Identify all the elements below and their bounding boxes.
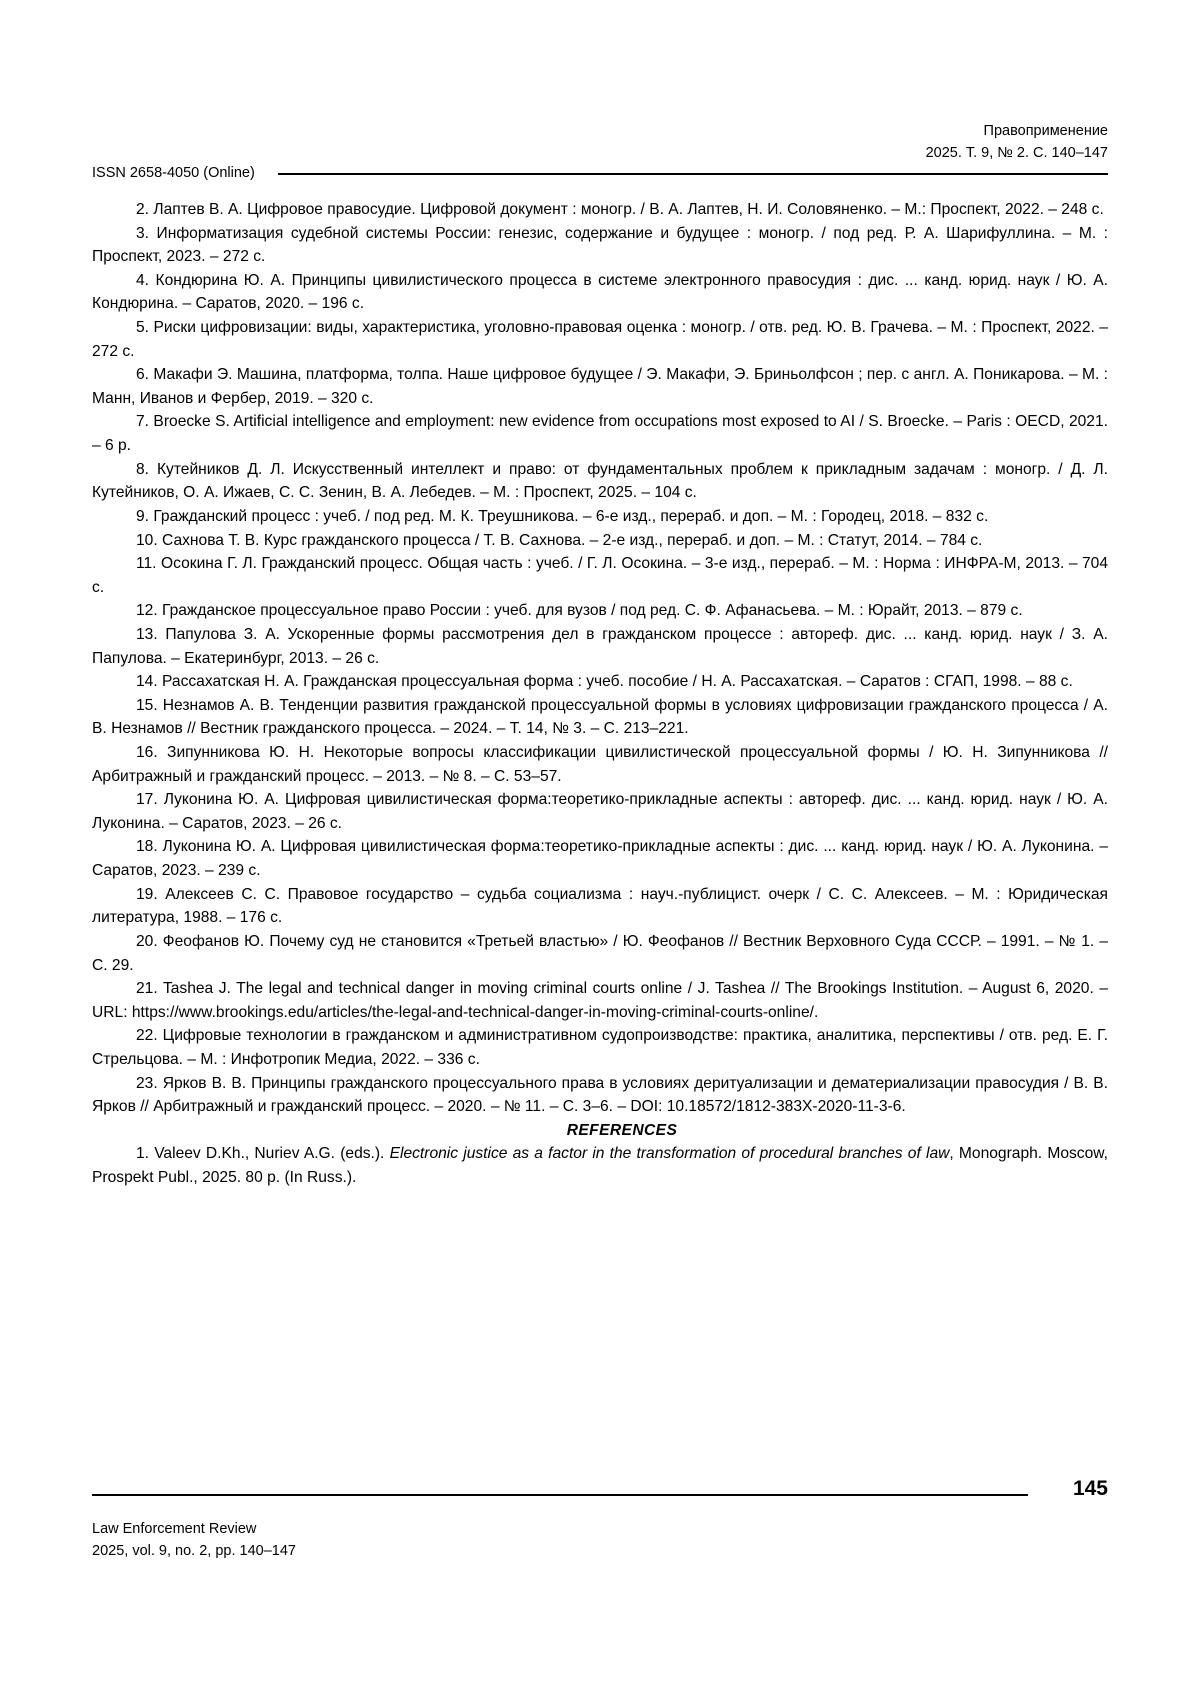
reference-item: 14. Рассахатская Н. А. Гражданская процессуальная форма : учеб. пособие / Н. А. Рассахатская. – Саратов : СГАП, 1998. – 88 с. xyxy=(136,673,1073,691)
reference-item-en xyxy=(92,1142,1108,1189)
reference-item: 6. Макафи Э. Машина, платформа, толпа. Наше цифровое будущее / Э. Макафи, Э. Бриньолфсон ; пер. с англ. А. Поникарова. – М. : Манн, Иванов и Фербер, 2019. – 320 с. xyxy=(92,366,1108,407)
reference-item: 12. Гражданское процессуальное право России : учеб. для вузов / под ред. С. Ф. Афанасьева. – М. : Юрайт, 2013. – 879 с. xyxy=(136,602,1023,620)
reference-item: 8. Кутейников Д. Л. Искусственный интеллект и право: от фундаментальных проблем к прикладным задачам : моногр. / Д. Л. Кутейников, О. А. Ижаев, С. С. Зенин, В. А. Лебедев. – М. : Проспект, 2025. – 104 с. xyxy=(92,460,1108,502)
reference-item: 7. Broecke S. Artificial intelligence and employment: new evidence from occupations most exposed to AI / S. Broecke. – Paris : OECD, 2021. – 6 p. xyxy=(92,413,1108,455)
reference-item: 11. Осокина Г. Л. Гражданский процесс. Общая часть : учеб. / Г. Л. Осокина. – 3-е изд., перераб. – М. : Норма : ИНФРА-М, 2013. – 704 с. xyxy=(92,555,1108,596)
page-header xyxy=(926,120,1108,165)
header-rule-row xyxy=(92,166,1108,184)
reference-item: 13. Папулова З. А. Ускоренные формы рассмотрения дел в гражданском процессе : автореф. дис. ... канд. юрид. наук / З. А. Папулова. – Екатеринбург, 2013. – 26 с. xyxy=(92,625,1108,667)
header-divider xyxy=(278,173,1108,175)
page-footer xyxy=(92,1518,296,1563)
reference-item: 4. Кондюрина Ю. А. Принципы цивилистического процесса в системе электронного правосудия : дис. ... канд. юрид. наук / Ю. А. Кондюрина. – Саратов, 2020. – 196 с. xyxy=(92,271,1108,313)
footer-rule-row xyxy=(92,1477,1108,1510)
journal-name-ru: Правоприменение xyxy=(983,123,1108,139)
reference-item: 2. Лаптев В. А. Цифровое правосудие. Цифровой документ : моногр. / В. А. Лаптев, Н. И. Соловяненко. – М.: Проспект, 2022. – 248 с. xyxy=(136,201,1104,218)
reference-item: 9. Гражданский процесс : учеб. / под ред. М. К. Треушникова. – 6-е изд., перераб. и доп. – М. : Городец, 2018. – 832 с. xyxy=(136,507,989,525)
reference-item: 21. Tashea J. The legal and technical danger in moving criminal courts online / J. Tashea // The Brookings Institution. – August 6, 2020. – URL: https://www.brookings.edu/articles/the-legal-and-technical-danger-in-moving-criminal-courts-online/. xyxy=(92,980,1108,1021)
reference-item: 23. Ярков В. В. Принципы гражданского процессуального права в условиях деритуализации и дематериализации правосудия / В. В. Ярков // Арбитражный и гражданский процесс. – 2020. – № 11. – С. 3–6. – DOI: 10.18572/1812-383X-2020-11-3-6. xyxy=(92,1074,1108,1116)
journal-name-en: Law Enforcement Review xyxy=(92,1521,257,1537)
page-number: 145 xyxy=(1072,1477,1108,1500)
issue-line-en: 2025, vol. 9, no. 2, pp. 140–147 xyxy=(92,1543,296,1560)
reference-item: 5. Риски цифровизации: виды, характеристика, уголовно-правовая оценка : моногр. / отв. ред. Ю. В. Грачева. – М. : Проспект, 2022. – 272 с. xyxy=(92,319,1108,360)
issn-label: ISSN 2658-4050 (Online) xyxy=(92,165,255,181)
reference-item: 17. Луконина Ю. А. Цифровая цивилистическая форма:теоретико-прикладные аспекты : автореф. дис. ... канд. юрид. наук / Ю. А. Луконина. – Саратов, 2023. – 26 с. xyxy=(92,791,1108,832)
footer-divider xyxy=(92,1494,1028,1496)
reference-item: 20. Феофанов Ю. Почему суд не становится «Третьей властью» / Ю. Феофанов // Вестник Верховного Суда СССР. – 1991. – № 1. – С. 29. xyxy=(92,932,1108,974)
reference-prefix: 1. Valeev D.Kh., Nuriev A.G. (eds.). xyxy=(136,1145,390,1163)
reference-item: 16. Зипунникова Ю. Н. Некоторые вопросы классификации цивилистической процессуальной формы / Ю. Н. Зипунникова // Арбитражный и гражданский процесс. – 2013. – № 8. – С. 53–57. xyxy=(92,744,1108,785)
reference-item: 10. Сахнова Т. В. Курс гражданского процесса / Т. В. Сахнова. – 2-е изд., перераб. и доп. – М. : Статут, 2014. – 784 с. xyxy=(136,531,983,549)
references-heading: REFERENCES xyxy=(566,1121,678,1139)
reference-item: 15. Незнамов А. В. Тенденции развития гражданской процессуальной формы в условиях цифровизации гражданского процесса / А. В. Незнамов // Вестник гражданского процесса. – 2024. – Т. 14, № 3. – С. 213–221. xyxy=(92,696,1108,738)
issue-line-ru: 2025. Т. 9, № 2. С. 140–147 xyxy=(925,145,1108,162)
reference-item: 19. Алексеев С. С. Правовое государство – судьба социализма : науч.-публицист. очерк / С. С. Алексеев. – М. : Юридическая литература, 1988. – 176 с. xyxy=(92,885,1108,927)
references-body xyxy=(92,198,1108,1190)
reference-title-italic: Electronic justice as a factor in the transformation of procedural branches of law xyxy=(389,1145,950,1163)
reference-item: 3. Информатизация судебной системы России: генезис, содержание и будущее : моногр. / под ред. Р. А. Шарифуллина. – М. : Проспект, 2023. – 272 с. xyxy=(92,224,1108,266)
reference-item: 22. Цифровые технологии в гражданском и административном судопроизводстве: практика, аналитика, перспективы / отв. ред. Е. Г. Стрельцова. – М. : Инфотропик Медиа, 2022. – 336 с. xyxy=(92,1027,1108,1068)
reference-suffix: , Monograph. Moscow, Prospekt Publ., 2025. 80 p. (In Russ.). xyxy=(92,1145,1108,1186)
reference-item: 18. Луконина Ю. А. Цифровая цивилистическая форма:теоретико-прикладные аспекты : дис. ... канд. юрид. наук / Ю. А. Луконина. – Саратов, 2023. – 239 с. xyxy=(92,838,1108,880)
